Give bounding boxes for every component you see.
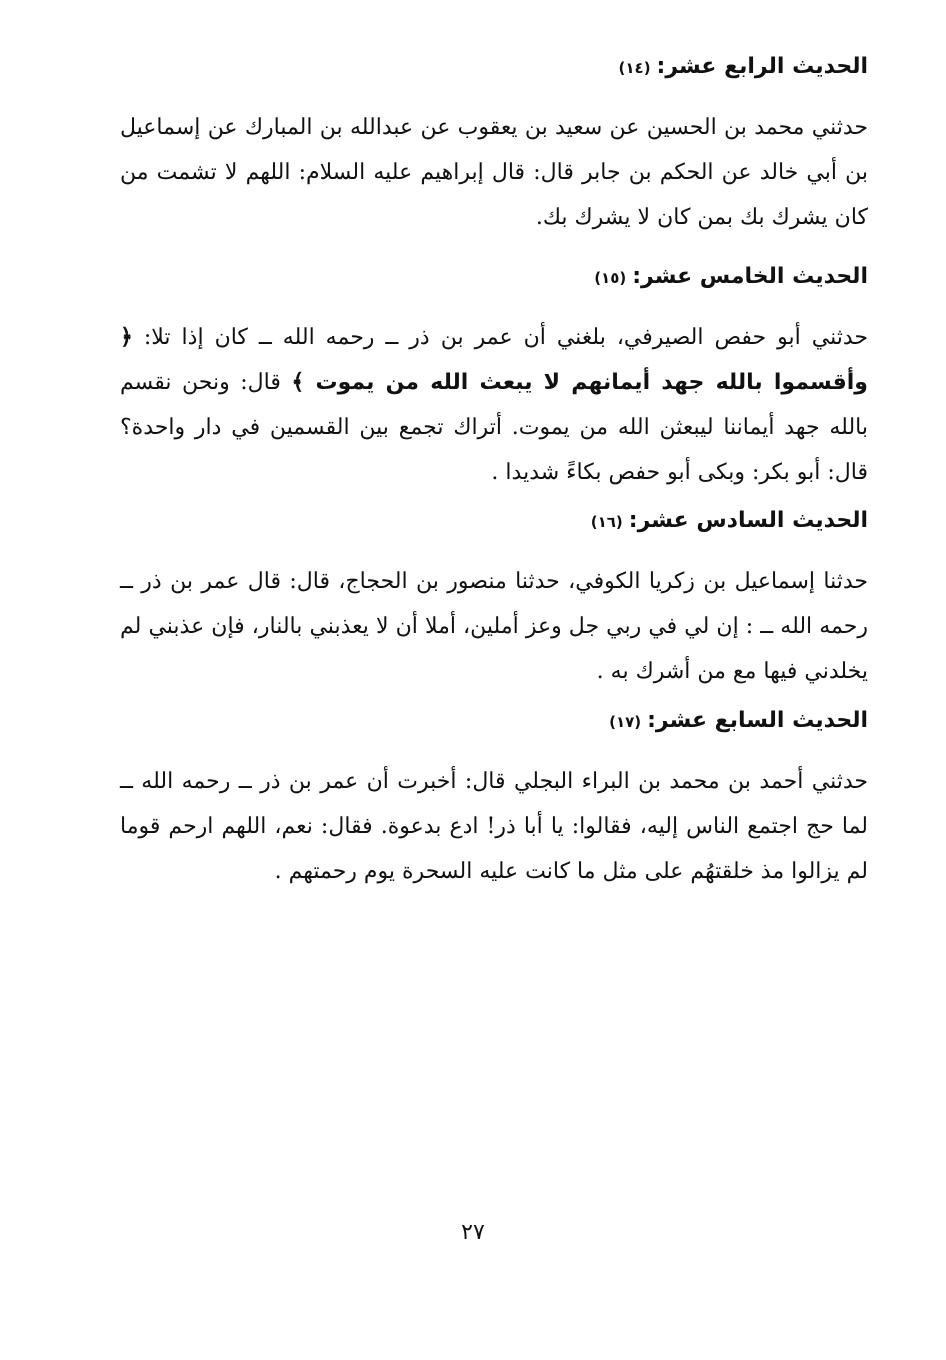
hadith-15-text-after: قال: ونحن نقسم بالله جهد أيماننا ليبعثن الله من يموت. أتراك تجمع بين القسمين في دار واحدة؟ قال: أبو بكر: وبكى أبو حفص بكاءً شديدا . [120, 370, 868, 485]
hadith-17-text: حدثني أحمد بن محمد بن البراء البجلي قال: أخبرت أن عمر بن ذر ــ رحمه الله ــ لما حج اجتمع الناس إليه، فقالوا: يا أبا ذر! ادع بدعوة. فقال: نعم، اللهم ارحم قوما لم يزالوا مذ خلقتهُم على مثل ما كانت عليه السحرة يوم رحمتهم . [120, 769, 868, 884]
hadith-17-section [120, 706, 868, 894]
hadith-15-section [120, 262, 868, 495]
hadith-14-title: الحديث الرابع عشر: [656, 54, 868, 79]
hadith-14-heading [120, 52, 868, 83]
quran-verse-quote: ﴿ وأقسموا بالله جهد أيمانهم لا يبعث الله من يموت ﴾ [120, 325, 868, 395]
hadith-14-section [120, 52, 868, 240]
hadith-17-heading [120, 706, 868, 737]
hadith-16-text: حدثنا إسماعيل بن زكريا الكوفي، حدثنا منصور بن الحجاج، قال: قال عمر بن ذر ــ رحمه الله ــ : إن لي في ربي جل وعز أملين، أملا أن لا يعذبني بالنار، فإن عذبني لم يخلدني فيها مع من أشرك به . [120, 569, 868, 684]
hadith-15-title: الحديث الخامس عشر: [632, 264, 868, 289]
page-number: ٢٧ [461, 1220, 485, 1245]
hadith-16-number: (١٦) [590, 513, 623, 531]
hadith-17-number: (١٧) [609, 713, 642, 731]
hadith-15-heading [120, 262, 868, 293]
hadith-14-number: (١٤) [618, 59, 651, 77]
hadith-16-section [120, 506, 868, 694]
hadith-15-text-before: حدثني أبو حفص الصيرفي، بلغني أن عمر بن ذر ــ رحمه الله ــ كان إذا تلا: [143, 325, 868, 350]
hadith-15-number: (١٥) [594, 269, 627, 287]
hadith-16-title: الحديث السادس عشر: [628, 508, 868, 533]
hadith-15-text [120, 315, 868, 495]
hadith-16-heading [120, 506, 868, 537]
hadith-17-title: الحديث السابع عشر: [647, 708, 868, 733]
hadith-14-text: حدثني محمد بن الحسين عن سعيد بن يعقوب عن عبدالله بن المبارك عن إسماعيل بن أبي خالد عن الحكم بن جابر قال: قال إبراهيم عليه السلام: اللهم لا تشمت من كان يشرك بك بمن كان لا يشرك بك. [120, 115, 868, 230]
